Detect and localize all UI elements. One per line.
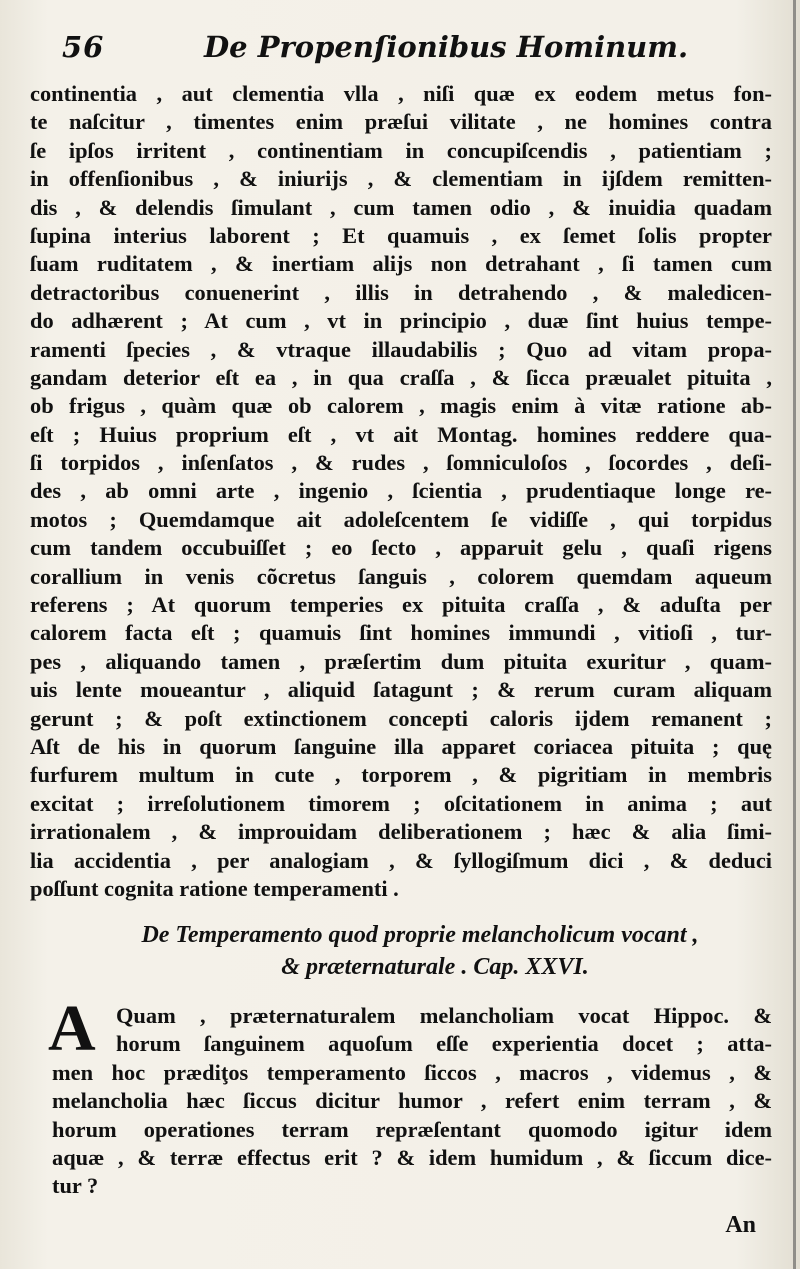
text-line: ſupina interius laborent ; Et quamuis , ex ſemet ſolis propter bbox=[30, 222, 772, 248]
drop-cap: A bbox=[48, 992, 96, 1065]
text-line: des , ab omni arte , ingenio , ſcientia , prudentiaque longe re- bbox=[30, 478, 772, 504]
text-line: ob frigus , quàm quæ ob calorem , magis enim à vitæ ratione ab- bbox=[30, 393, 772, 419]
body-text bbox=[30, 80, 772, 903]
text-line: referens ; At quorum temperies ex pituita craſſa , & aduſta per bbox=[30, 592, 772, 618]
text-line: men hoc prædiţos temperamento ſiccos , macros , videmus , & bbox=[52, 1059, 772, 1085]
text-line: calorem facta eſt ; quamuis ſint homines immundi , vitioſi , tur- bbox=[30, 620, 772, 646]
text-line: aquæ , & terræ effectus erit ? & idem humidum , & ſiccum dice- bbox=[52, 1144, 772, 1170]
text-line: continentia , aut clementia vlla , niſi quæ ex eodem metus fon- bbox=[30, 81, 772, 106]
text-line: cum tandem occubuiſſet ; eo ſecto , apparuit gelu , quaſi rigens bbox=[30, 535, 772, 561]
text-line: Quam , præternaturalem melancholiam vocat Hippoc. & bbox=[116, 1003, 772, 1028]
running-title: De Propenſionibus Hominum. bbox=[204, 30, 689, 64]
text-line: furfurem multum in cute , torporem , & pigritiam in membris bbox=[30, 762, 772, 788]
text-line: horum operationes terram repræſentant quomodo igitur idem bbox=[52, 1116, 772, 1142]
text-line: ſi torpidos , inſenſatos , & rudes , ſomniculoſos , ſocordes , deſi- bbox=[30, 450, 772, 476]
page-edge bbox=[793, 0, 796, 1269]
page-header bbox=[62, 30, 740, 70]
text-line: dis , & delendis ſimulant , cum tamen odio , & inuidia quadam bbox=[30, 194, 772, 220]
chapter-heading-line: De Temperamento quod proprie melancholicum vocant , bbox=[141, 922, 699, 948]
page-number: 56 bbox=[62, 30, 105, 64]
text-line: melancholia hæc ſiccus dicitur humor , refert enim terram , & bbox=[52, 1088, 772, 1114]
text-line: gandam deterior eſt ea , in qua craſſa , & ſicca præualet pituita , bbox=[30, 364, 772, 390]
text-line: pes , aliquando tamen , præſertim dum pituita exuritur , quam- bbox=[30, 648, 772, 674]
text-line: horum ſanguinem aquoſum eſſe experientia docet ; atta- bbox=[116, 1031, 772, 1057]
text-line: tur ? bbox=[52, 1173, 99, 1199]
text-line: poſſunt cognita ratione temperamenti . bbox=[30, 875, 399, 901]
text-line: Aſt de his in quorum ſanguine illa apparet coriacea pituita ; quę bbox=[30, 733, 772, 759]
text-line: lia accidentia , per analogiam , & ſyllogiſmum dici , & deduci bbox=[30, 847, 772, 873]
text-line: eſt ; Huius proprium eſt , vt ait Montag. homines reddere qua- bbox=[30, 421, 772, 447]
text-line: gerunt ; & poſt extinctionem concepti caloris ijdem remanent ; bbox=[30, 705, 772, 731]
text-line: te naſcitur , timentes enim præſui vilitate , ne homines contra bbox=[30, 109, 772, 135]
text-line: detractoribus conuenerint , illis in detrahendo , & maledicen- bbox=[30, 279, 772, 305]
text-line: do adhærent ; At cum , vt in principio , duæ ſint huius tempe- bbox=[30, 308, 772, 334]
text-line: ſuam ruditatem , & inertiam alijs non detrahant , ſi tamen cum bbox=[30, 251, 772, 277]
text-line: in offenſionibus , & iniurijs , & clementiam in ijſdem remitten- bbox=[30, 166, 772, 192]
text-line: uis lente moueantur , aliquid ſatagunt ; & rerum curam aliquam bbox=[30, 677, 772, 703]
chapter-heading-line: & præternaturale . Cap. XXVI. bbox=[281, 954, 589, 980]
text-line: irrationalem , & improuidam deliberationem ; hæc & alia ſimi- bbox=[30, 819, 772, 845]
chapter-heading bbox=[100, 919, 740, 983]
text-line: corallium in venis cõcretus ſanguis , colorem quemdam aqueum bbox=[30, 563, 772, 589]
text-line: motos ; Quemdamque ait adoleſcentem ſe vidiſſe , qui torpidus bbox=[30, 506, 772, 532]
catchword: An bbox=[725, 1212, 756, 1238]
text-line: ſe ipſos irritent , continentiam in concupiſcendis , patientiam ; bbox=[30, 137, 772, 163]
text-line: excitat ; irreſolutionem timorem ; oſcitationem in anima ; aut bbox=[30, 790, 772, 816]
chapter-body bbox=[48, 992, 772, 1201]
text-line: ramenti ſpecies , & vtraque illaudabilis ; Quo ad vitam propa- bbox=[30, 336, 772, 362]
